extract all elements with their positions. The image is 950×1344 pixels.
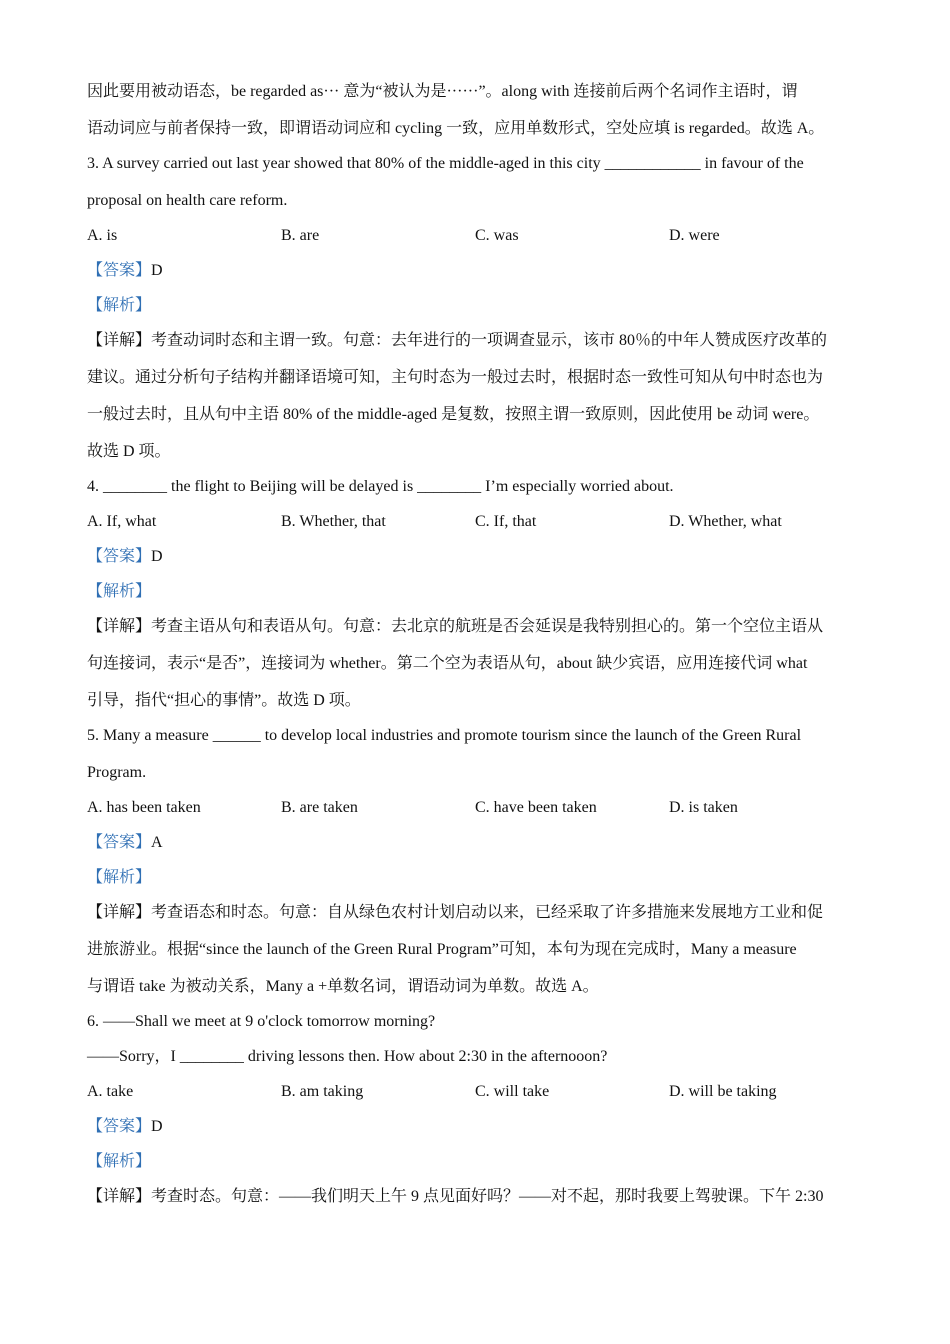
q6-analysis-label: 【解析】 — [87, 1153, 152, 1170]
q3-analysis-label: 【解析】 — [87, 297, 152, 314]
q3-answer-value: D — [151, 262, 163, 279]
q3-option-c: C. was — [475, 227, 519, 244]
q6-detail-text-1: 考查时态。句意：——我们明天上午 9 点见面好吗？——对不起，那时我要上驾驶课。下午 2:30 — [151, 1188, 824, 1205]
q3-detail-line-2: 建议。通过分析句子结构并翻译语境可知，主句时态为一般过去时，根据时态一致性可知从句中时态也为 — [87, 369, 824, 386]
answer-label: 【答案】 — [87, 548, 152, 565]
q6-answer — [87, 1117, 163, 1137]
q4-stem-line-1: 4. ________ the flight to Beijing will be delayed is ________ I’m especially worried about. — [87, 478, 674, 495]
q3-detail-line-4: 故选 D 项。 — [87, 443, 171, 460]
q6-detail-line-1 — [87, 1187, 823, 1207]
answer-label: 【答案】 — [87, 834, 152, 851]
detail-label: 【详解】 — [87, 904, 152, 921]
q6-stem-line-2: ——Sorry，I ________ driving lessons then. How about 2:30 in the afternooon? — [87, 1048, 608, 1065]
q6-option-c: C. will take — [475, 1083, 550, 1100]
detail-label: 【详解】 — [87, 618, 152, 635]
q5-option-d: D. is taken — [669, 799, 738, 816]
q5-option-b: B. are taken — [281, 799, 358, 816]
q4-analysis-label: 【解析】 — [87, 583, 152, 600]
answer-label: 【答案】 — [87, 1118, 152, 1135]
q4-option-d: D. Whether, what — [669, 513, 782, 530]
q6-option-d: D. will be taking — [669, 1083, 777, 1100]
q6-option-a: A. take — [87, 1083, 134, 1100]
q5-option-c: C. have been taken — [475, 799, 597, 816]
q3-detail-line-1 — [87, 331, 827, 351]
q5-stem-line-1: 5. Many a measure ______ to develop local industries and promote tourism since the launch of the Green Rural — [87, 727, 802, 744]
q5-stem-line-2: Program. — [87, 764, 147, 781]
q3-detail-text-1: 考查动词时态和主谓一致。句意：去年进行的一项调查显示，该市 80％的中年人赞成医疗改革的 — [151, 332, 828, 349]
detail-label: 【详解】 — [87, 1188, 152, 1205]
intro-line-2: 语动词应与前者保持一致，即谓语动词应和 cycling 一致，应用单数形式，空处应填 is regarded。故选 A。 — [87, 120, 825, 137]
q5-detail-text-1: 考查语态和时态。句意：自从绿色农村计划启动以来，已经采取了许多措施来发展地方工业和促 — [151, 904, 824, 921]
q6-answer-value: D — [151, 1118, 163, 1135]
q4-answer — [87, 547, 163, 567]
intro-line-1: 因此要用被动语态，be regarded as··· 意为“被认为是······”。along with 连接前后两个名词作主语时，谓 — [87, 83, 798, 100]
answer-label: 【答案】 — [87, 262, 152, 279]
q4-detail-line-2: 句连接词，表示“是否”，连接词为 whether。第二个空为表语从句，about 缺少宾语，应用连接代词 what — [87, 655, 808, 672]
q6-stem-line-1: 6. ——Shall we meet at 9 o'clock tomorrow morning? — [87, 1013, 436, 1030]
q4-option-c: C. If, that — [475, 513, 537, 530]
q4-option-a: A. If, what — [87, 513, 157, 530]
q3-detail-line-3: 一般过去时，且从句中主语 80% of the middle-aged 是复数，按照主谓一致原则，因此使用 be 动词 were。 — [87, 406, 820, 423]
q4-answer-value: D — [151, 548, 163, 565]
q4-detail-text-1: 考查主语从句和表语从句。句意：去北京的航班是否会延误是我特别担心的。第一个空位主语从 — [151, 618, 824, 635]
q3-stem-line-2: proposal on health care reform. — [87, 192, 288, 209]
q4-option-b: B. Whether, that — [281, 513, 386, 530]
q3-answer — [87, 261, 163, 281]
q3-option-d: D. were — [669, 227, 720, 244]
q3-option-b: B. are — [281, 227, 320, 244]
q5-option-a: A. has been taken — [87, 799, 201, 816]
q3-option-a: A. is — [87, 227, 118, 244]
q4-detail-line-3: 引导，指代“担心的事情”。故选 D 项。 — [87, 692, 361, 709]
q5-analysis-label: 【解析】 — [87, 869, 152, 886]
q5-answer — [87, 833, 163, 853]
q5-answer-value: A — [151, 834, 163, 851]
q5-detail-line-2: 进旅游业。根据“since the launch of the Green Rural Program”可知，本句为现在完成时，Many a measure — [87, 941, 797, 958]
detail-label: 【详解】 — [87, 332, 152, 349]
q5-detail-line-3: 与谓语 take 为被动关系，Many a +单数名词，谓语动词为单数。故选 A。 — [87, 978, 599, 995]
q4-detail-line-1 — [87, 617, 823, 637]
q3-stem-line-1: 3. A survey carried out last year showed that 80% of the middle-aged in this city ____________ in favour of the — [87, 155, 804, 172]
q6-option-b: B. am taking — [281, 1083, 364, 1100]
q5-detail-line-1 — [87, 903, 823, 923]
